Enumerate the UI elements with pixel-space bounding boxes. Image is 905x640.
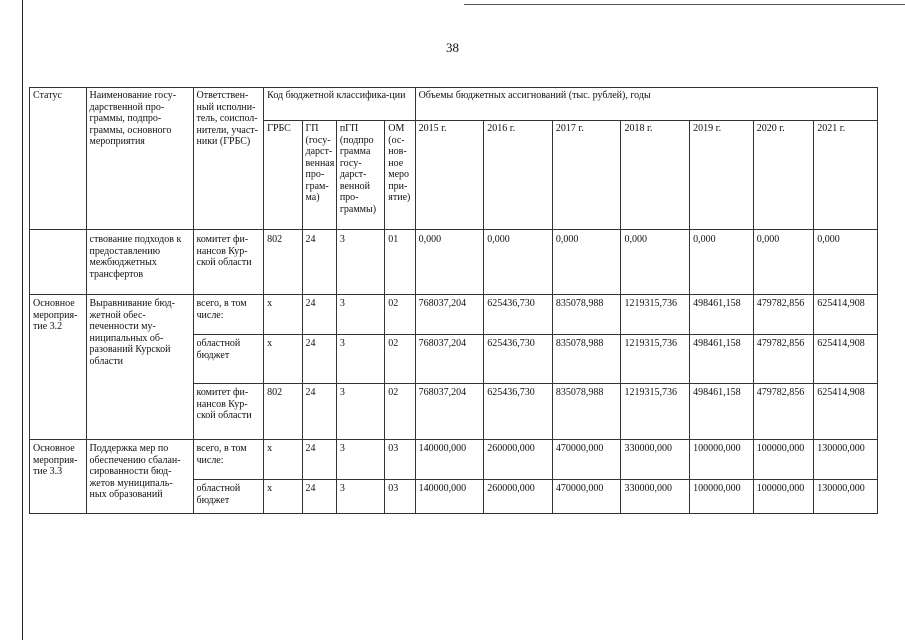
table-row xyxy=(30,440,878,480)
pgp-cell: 3 xyxy=(336,384,384,440)
grbs-cell: 802 xyxy=(264,384,302,440)
value-cell: 768037,204 xyxy=(415,295,484,335)
gp-cell: 24 xyxy=(302,295,336,335)
value-cell: 330000,000 xyxy=(621,440,690,480)
header-year: 2018 г. xyxy=(621,121,690,230)
page-number: 38 xyxy=(446,40,459,55)
om-cell: 03 xyxy=(385,440,415,480)
table-row xyxy=(30,230,878,295)
header-gp: ГП (госу-дарст-венная про-грам-ма) xyxy=(302,121,336,230)
responsible-cell: областной бюджет xyxy=(193,480,264,514)
value-cell: 835078,988 xyxy=(552,384,621,440)
name-cell: Поддержка мер по обеспечению сбалан-сированности бюд-жетов муниципаль-ных образований xyxy=(86,440,193,514)
value-cell: 130000,000 xyxy=(814,480,878,514)
grbs-cell: х xyxy=(264,440,302,480)
value-cell: 1219315,736 xyxy=(621,384,690,440)
value-cell: 0,000 xyxy=(753,230,814,295)
value-cell: 330000,000 xyxy=(621,480,690,514)
header-year: 2021 г. xyxy=(814,121,878,230)
value-cell: 625436,730 xyxy=(484,295,553,335)
om-cell: 03 xyxy=(385,480,415,514)
value-cell: 625414,908 xyxy=(814,295,878,335)
value-cell: 260000,000 xyxy=(484,480,553,514)
value-cell: 835078,988 xyxy=(552,335,621,384)
responsible-cell: комитет фи-нансов Кур-ской области xyxy=(193,230,264,295)
header-responsible: Ответствен-ный исполни-тель, соиспол-нители, участ-ники (ГРБС) xyxy=(193,88,264,230)
header-volumes: Объемы бюджетных ассигнований (тыс. рублей), годы xyxy=(415,88,877,121)
pgp-cell: 3 xyxy=(336,230,384,295)
header-year: 2020 г. xyxy=(753,121,814,230)
header-row xyxy=(30,88,878,121)
value-cell: 470000,000 xyxy=(552,440,621,480)
value-cell: 479782,856 xyxy=(753,295,814,335)
header-year: 2019 г. xyxy=(690,121,754,230)
value-cell: 625436,730 xyxy=(484,335,553,384)
responsible-cell: всего, в том числе: xyxy=(193,295,264,335)
gp-cell: 24 xyxy=(302,384,336,440)
value-cell: 479782,856 xyxy=(753,384,814,440)
value-cell: 470000,000 xyxy=(552,480,621,514)
value-cell: 100000,000 xyxy=(753,440,814,480)
value-cell: 498461,158 xyxy=(690,384,754,440)
om-cell: 02 xyxy=(385,335,415,384)
status-cell: Основное мероприя-тие 3.3 xyxy=(30,440,87,514)
name-cell: ствование подходов к предоставлению межбюджетных трансфертов xyxy=(86,230,193,295)
status-cell: Основное мероприя-тие 3.2 xyxy=(30,295,87,440)
value-cell: 0,000 xyxy=(552,230,621,295)
value-cell: 0,000 xyxy=(621,230,690,295)
header-pgp: пГП (подпро грамма госу-дарст-венной про-граммы) xyxy=(336,121,384,230)
header-status: Статус xyxy=(30,88,87,230)
om-cell: 02 xyxy=(385,295,415,335)
value-cell: 1219315,736 xyxy=(621,295,690,335)
value-cell: 100000,000 xyxy=(753,480,814,514)
value-cell: 768037,204 xyxy=(415,384,484,440)
name-cell: Выравнивание бюд-жетной обес-печенности му-ниципальных об-разований Курской области xyxy=(86,295,193,440)
value-cell: 1219315,736 xyxy=(621,335,690,384)
scan-edge-line xyxy=(22,0,23,640)
header-year: 2015 г. xyxy=(415,121,484,230)
responsible-cell: областной бюджет xyxy=(193,335,264,384)
value-cell: 0,000 xyxy=(484,230,553,295)
value-cell: 625436,730 xyxy=(484,384,553,440)
responsible-cell: всего, в том числе: xyxy=(193,440,264,480)
value-cell: 479782,856 xyxy=(753,335,814,384)
responsible-cell: комитет фи-нансов Кур-ской области xyxy=(193,384,264,440)
budget-table xyxy=(29,87,878,514)
value-cell: 140000,000 xyxy=(415,440,484,480)
grbs-cell: х xyxy=(264,295,302,335)
pgp-cell: 3 xyxy=(336,480,384,514)
header-name: Наименование госу-дарственной про-граммы, подпро-граммы, основного мероприятия xyxy=(86,88,193,230)
om-cell: 02 xyxy=(385,384,415,440)
header-grbs: ГРБС xyxy=(264,121,302,230)
value-cell: 0,000 xyxy=(690,230,754,295)
value-cell: 130000,000 xyxy=(814,440,878,480)
value-cell: 498461,158 xyxy=(690,335,754,384)
om-cell: 01 xyxy=(385,230,415,295)
value-cell: 625414,908 xyxy=(814,335,878,384)
grbs-cell: 802 xyxy=(264,230,302,295)
pgp-cell: 3 xyxy=(336,440,384,480)
pgp-cell: 3 xyxy=(336,335,384,384)
value-cell: 100000,000 xyxy=(690,480,754,514)
gp-cell: 24 xyxy=(302,230,336,295)
value-cell: 0,000 xyxy=(415,230,484,295)
header-year: 2016 г. xyxy=(484,121,553,230)
status-cell xyxy=(30,230,87,295)
grbs-cell: х xyxy=(264,335,302,384)
value-cell: 140000,000 xyxy=(415,480,484,514)
header-year: 2017 г. xyxy=(552,121,621,230)
table-row xyxy=(30,295,878,335)
value-cell: 100000,000 xyxy=(690,440,754,480)
value-cell: 260000,000 xyxy=(484,440,553,480)
value-cell: 498461,158 xyxy=(690,295,754,335)
header-om: ОМ (ос-нов-ное меро при-ятие) xyxy=(385,121,415,230)
pgp-cell: 3 xyxy=(336,295,384,335)
value-cell: 625414,908 xyxy=(814,384,878,440)
gp-cell: 24 xyxy=(302,335,336,384)
value-cell: 768037,204 xyxy=(415,335,484,384)
header-budget-code: Код бюджетной классифика-ции xyxy=(264,88,415,121)
grbs-cell: х xyxy=(264,480,302,514)
gp-cell: 24 xyxy=(302,440,336,480)
scan-top-line xyxy=(464,4,905,5)
value-cell: 835078,988 xyxy=(552,295,621,335)
value-cell: 0,000 xyxy=(814,230,878,295)
gp-cell: 24 xyxy=(302,480,336,514)
